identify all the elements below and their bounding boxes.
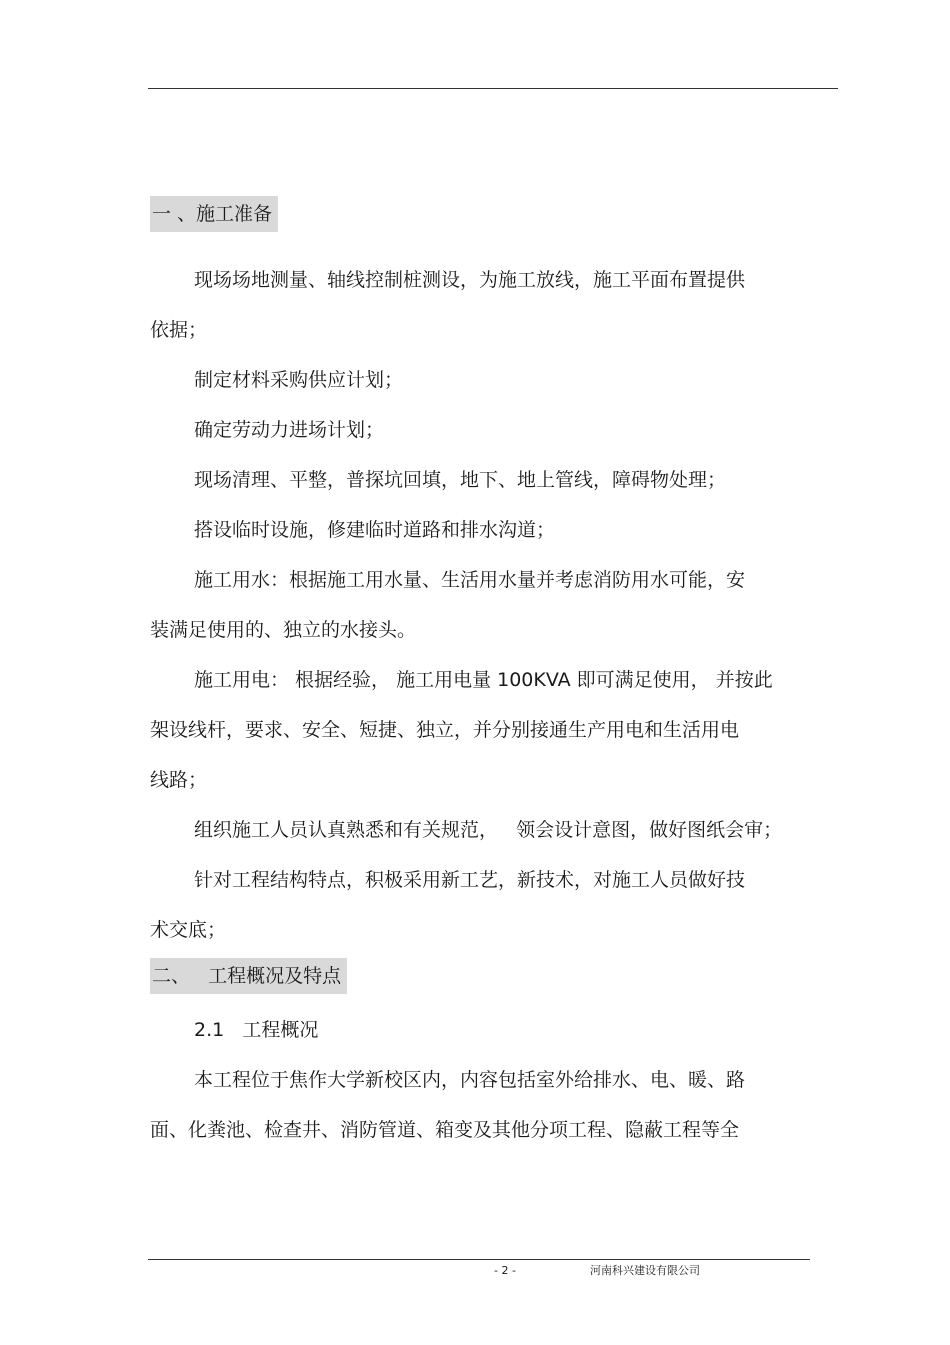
paragraph-line: 搭设临时设施，修建临时道路和排水沟道； [194, 519, 556, 541]
paragraph-line: 本工程位于焦作大学新校区内，内容包括室外给排水、电、暖、路 [194, 1069, 746, 1091]
section-2-heading: 二、 工程概况及特点 [150, 958, 347, 994]
header-rule [148, 88, 838, 89]
paragraph-line: 制定材料采购供应计划； [194, 369, 404, 391]
paragraph-line: 现场场地测量、轴线控制桩测设，为施工放线，施工平面布置提供 [194, 269, 746, 291]
paragraph-line: 现场清理、平整，普探坑回填，地下、地上管线，障碍物处理； [194, 469, 727, 491]
paragraph-line: 施工用水：根据施工用水量、生活用水量并考虑消防用水可能，安 [194, 569, 746, 591]
paragraph-line: 确定劳动力进场计划； [194, 419, 385, 441]
footer-rule [148, 1259, 810, 1260]
paragraph-line: 架设线杆，要求、安全、短捷、独立，并分别接通生产用电和生活用电 [150, 719, 740, 741]
sub-heading: 2.1 工程概况 [194, 1019, 319, 1041]
paragraph-line: 面、化粪池、检查井、消防管道、箱变及其他分项工程、隐蔽工程等全 [150, 1119, 740, 1141]
paragraph-line: 依据； [150, 319, 208, 341]
paragraph-line: 组织施工人员认真熟悉和有关规范， 领会设计意图，做好图纸会审； [194, 819, 783, 841]
paragraph-line: 术交底； [150, 919, 227, 941]
paragraph-line: 装满足使用的、独立的水接头。 [150, 619, 417, 641]
company-name: 河南科兴建设有限公司 [590, 1264, 700, 1277]
paragraph-line: 针对工程结构特点，积极采用新工艺，新技术，对施工人员做好技 [194, 869, 746, 891]
paragraph-line: 施工用电： 根据经验， 施工用电量 100KVA 即可满足使用， 并按此 [194, 669, 773, 691]
page-number: - 2 - [494, 1264, 516, 1277]
paragraph-line: 线路； [150, 769, 208, 791]
section-1-heading: 一 、施工准备 [150, 196, 278, 232]
